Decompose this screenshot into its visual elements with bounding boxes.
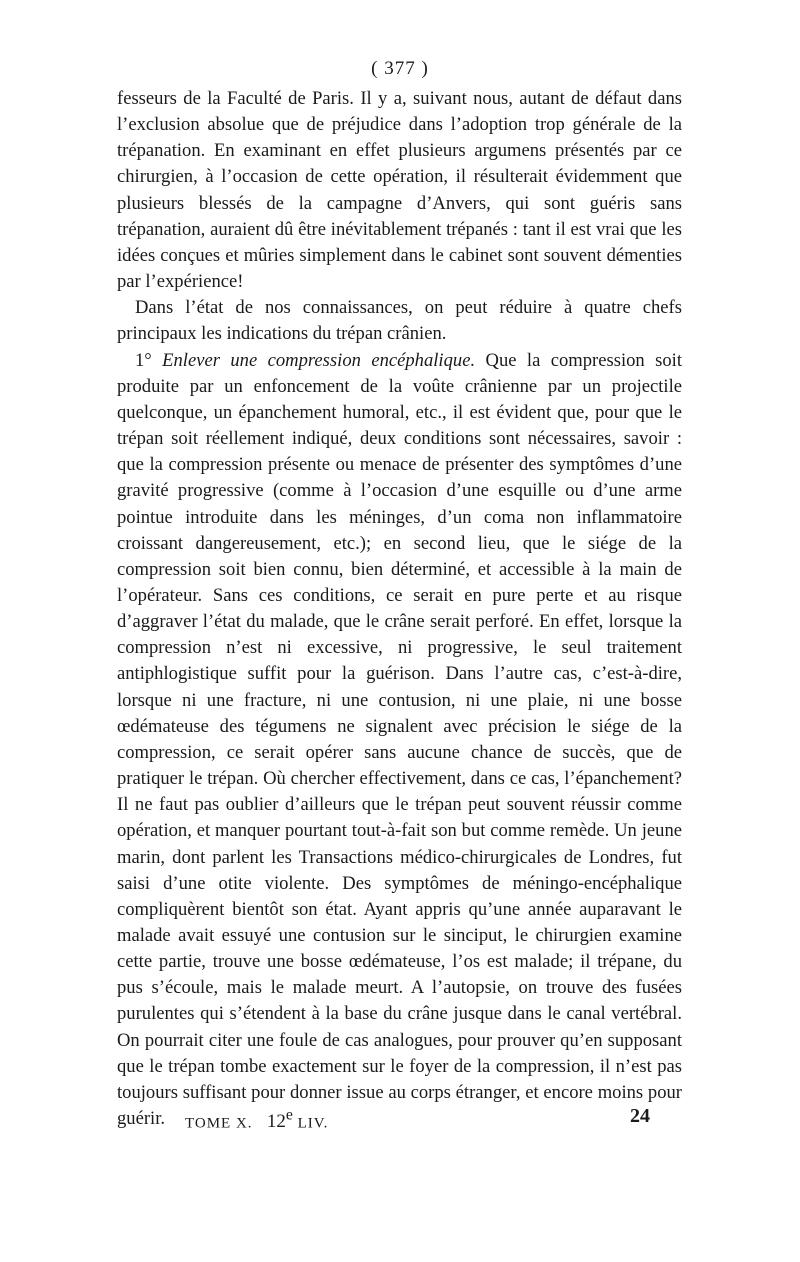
- tome-label: TOME X.: [185, 1115, 253, 1132]
- indication-text: Que la compression soit produite par un enfoncement de la voûte crânienne par un projectile quelconque, un épanchement humoral, etc., il est évident que, pour que le trépan soit réellement indiqué, deux conditions sont nécessaires, savoir : que la compression présente ou menace de présenter des symptômes d’une gravité progressive (comme à l’occasion d’une esquille ou d’une arme pointue introduite dans les méninges, d’un coma non inflammatoire croissant dangereusement, etc.); en second lieu, que le siége de la compression soit bien connu, bien déterminé, et accessible à la main de l’opérateur. Sans ces conditions, ce serait en pure perte et au risque d’aggraver l’état du malade, que le crâne serait perforé. En effet, lorsque la compression n’est ni excessive, ni progressive, le seul traitement antiphlogistique suffit pour la guérison. Dans l’autre cas, c’est-à-dire, lorsque ni une fracture, ni une contusion, ni une plaie, ni une bosse œdémateuse des tégumens ne signalent avec précision le siége de la compression, ce serait opérer sans aucune chance de succès, que de pratiquer le trépan. Où chercher effectivement, dans ce cas, l’épanchement? Il ne faut pas oublier d’ailleurs que le trépan peut souvent réussir comme opération, et manquer pourtant tout-à-fait son but comme remède. Un jeune marin, dont parlent les Transactions médico-chirurgicales de Londres, fut saisi d’une otite violente. Des symptômes de méningo-encéphalique compliquèrent bientôt son état. Ayant appris qu’une année auparavant le malade avait essuyé une contusion sur le sinciput, le chirurgien examine cette partie, trouve une bosse œdémateuse, l’os est malade; il trépane, du pus s’écoule, mais le malade meurt. A l’autopsie, on trouve des fusées purulentes qui s’étendent à la base du crâne jusque dans le canal vertébral. On pourrait citer une foule de cas analogues, pour prouver qu’en supposant que le trépan tombe exactement sur le foyer de la compression, il n’est pas toujours suffisant pour donner issue au corps étranger, et encore moins pour guérir.: [117, 349, 682, 1130]
- paragraph-2: Dans l’état de nos connaissances, on peut réduire à quatre chefs principaux les indications du trépan crânien.: [117, 297, 682, 345]
- indication-number: 1°: [135, 349, 152, 371]
- printer-signature: 24: [630, 1105, 650, 1127]
- livraison-number: 12e: [266, 1107, 293, 1133]
- paragraph-3: [117, 348, 682, 1133]
- livraison-label: LIV.: [297, 1115, 329, 1132]
- paragraph-1: fesseurs de la Faculté de Paris. Il y a, suivant nous, autant de défaut dans l’exclusion absolue que de préjudice dans l’adoption trop générale de la trépanation. En examinant en effet plusieurs argumens présentés par ce chirurgien, à l’occasion de cette opération, il résulterait évidemment que plusieurs blessés de la campagne d’Anvers, qui sont guéris sans trépanation, auraient dû être inévitablement trépanés : tant il est vrai que les idées conçues et mûries simplement dans le cabinet sont souvent démenties par l’expérience!: [117, 88, 682, 293]
- indication-heading: Enlever une compression encéphalique.: [162, 349, 476, 371]
- page-number: ( 377 ): [371, 58, 429, 79]
- body-text: [117, 86, 682, 1132]
- volume-signature: [185, 1107, 328, 1133]
